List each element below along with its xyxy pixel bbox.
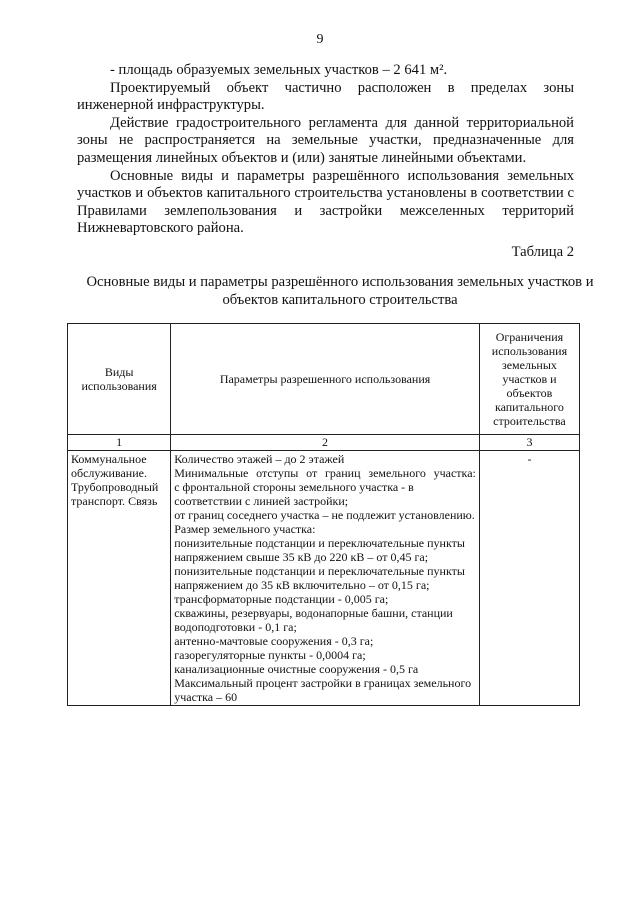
parameter-line: антенно-мачтовые сооружения - 0,3 га;: [174, 634, 374, 648]
header-restrictions: Ограничения использования земельных участков и объектов капитального строительства: [479, 324, 579, 435]
table-label: Таблица 2: [511, 243, 574, 260]
parameter-line: Максимальный процент застройки в границах земельного участка – 60: [174, 676, 472, 704]
cell-use-types: Коммунальное обслуживание. Трубопроводный транспорт. Связь: [68, 451, 171, 706]
parameter-line: Размер земельного участка:: [174, 522, 316, 536]
parameter-line: Минимальные отступы от границ земельного участка:: [174, 466, 476, 480]
cell-parameters: [171, 451, 480, 706]
cell-restrictions: -: [479, 451, 579, 706]
table-number-row: [68, 435, 580, 451]
page-number: 9: [316, 32, 324, 47]
regulation-table: [67, 323, 580, 706]
table-row: [68, 451, 580, 706]
paragraph-rules: Основные виды и параметры разрешённого использования земельных участков и объектов капитального строительства установлены в соответствии с Правилами землепользования и застройки межселенных территорий Нижневартовского района.: [77, 167, 574, 237]
paragraph-area: - площадь образуемых земельных участков – 2 641 м².: [110, 62, 448, 78]
parameter-line: Количество этажей – до 2 этажей: [174, 452, 345, 466]
parameter-line: понизительные подстанции и переключательные пункты напряжением до 35 кВ включительно – от 0,15 га;: [174, 564, 465, 592]
parameter-line: газорегуляторные пункты - 0,0004 га;: [174, 648, 366, 662]
paragraph-regulation: Действие градостроительного регламента для данной территориальной зоны не распространяется на земельные участки, предназначенные для размещения линейных объектов и (или) занятые линейными объектами.: [77, 114, 574, 166]
column-number: 1: [68, 435, 171, 451]
parameter-line: понизительные подстанции и переключательные пункты напряжением свыше 35 кВ до 220 кВ – от 0,45 га;: [174, 536, 465, 564]
column-number: 3: [479, 435, 579, 451]
header-parameters: Параметры разрешенного использования: [171, 324, 480, 435]
parameter-line: канализационные очистные сооружения - 0,5 га: [174, 662, 419, 676]
paragraph-zone: Проектируемый объект частично расположен в пределах зоны инженерной инфраструктуры.: [77, 79, 574, 114]
parameter-line: трансформаторные подстанции - 0,005 га;: [174, 592, 389, 606]
parameter-line: от границ соседнего участка – не подлежит установлению.: [174, 508, 475, 522]
parameter-line: с фронтальной стороны земельного участка - в соответствии с линией застройки;: [174, 480, 414, 508]
table-header-row: [68, 324, 580, 435]
table-title: Основные виды и параметры разрешённого использования земельных участков и объектов капитального строительства: [86, 274, 594, 308]
column-number: 2: [171, 435, 480, 451]
header-use-types: Виды использования: [68, 324, 171, 435]
body-text: [77, 62, 574, 262]
parameter-line: скважины, резервуары, водонапорные башни, станции водоподготовки - 0,1 га;: [174, 606, 453, 634]
